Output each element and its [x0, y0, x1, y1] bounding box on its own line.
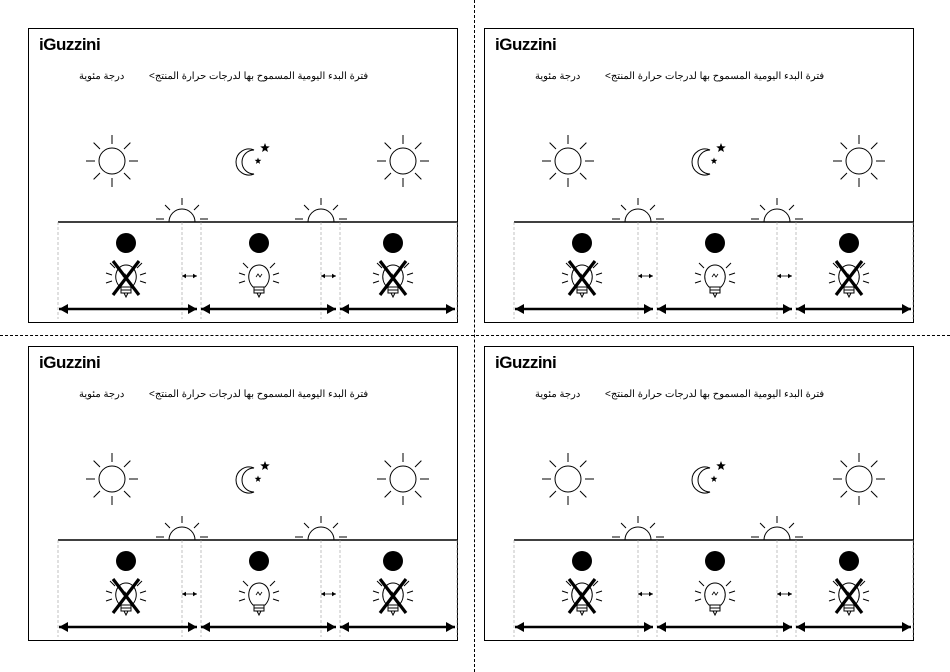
period-arrow: [515, 304, 653, 314]
sunrise-icon: [612, 198, 664, 222]
unit-label: درجة مئوية: [535, 389, 581, 400]
cut-line-horizontal: [0, 335, 950, 336]
caption-text: فترة البدء اليومية المسموح بها لدرجات حرارة المنتج>: [605, 71, 825, 82]
period-arrow: [657, 622, 792, 632]
period-arrow: [59, 622, 197, 632]
brand-logo: iGuzzini: [495, 353, 557, 372]
bulb-on-icon: [239, 263, 279, 297]
period-arrow: [796, 304, 911, 314]
moon-stars-icon: [692, 461, 726, 493]
double-arrow-icon: [321, 592, 336, 596]
sun-icon: [377, 135, 429, 187]
dot-icon: [116, 551, 136, 571]
double-arrow-icon: [182, 592, 197, 596]
caption-text: فترة البدء اليومية المسموح بها لدرجات حرارة المنتج>: [149, 389, 369, 400]
bulb-on-icon: [695, 263, 735, 297]
moon-stars-icon: [236, 461, 270, 493]
caption-text: فترة البدء اليومية المسموح بها لدرجات حرارة المنتج>: [149, 71, 369, 82]
sun-icon: [833, 453, 885, 505]
unit-label: درجة مئوية: [79, 71, 125, 82]
double-arrow-icon: [638, 274, 653, 278]
bulb-off-icon: [829, 579, 869, 615]
sunrise-icon: [156, 516, 208, 540]
brand-logo: iGuzzini: [39, 353, 101, 372]
bulb-off-icon: [562, 261, 602, 297]
dot-icon: [572, 551, 592, 571]
lighting-diagram: [485, 29, 915, 324]
moon-stars-icon: [692, 143, 726, 175]
cut-line-vertical: [474, 0, 475, 672]
sun-icon: [833, 135, 885, 187]
bulb-off-icon: [373, 261, 413, 297]
period-arrow: [796, 622, 911, 632]
bulb-on-icon: [695, 581, 735, 615]
panel-bottom-left: [28, 346, 458, 641]
bulb-off-icon: [106, 579, 146, 615]
sun-icon: [542, 453, 594, 505]
dot-icon: [116, 233, 136, 253]
brand-logo: iGuzzini: [495, 35, 557, 54]
sunset-icon: [295, 516, 347, 540]
dot-icon: [705, 551, 725, 571]
sun-icon: [542, 135, 594, 187]
period-arrow: [657, 304, 792, 314]
period-arrow: [201, 622, 336, 632]
caption-text: فترة البدء اليومية المسموح بها لدرجات حرارة المنتج>: [605, 389, 825, 400]
bulb-on-icon: [239, 581, 279, 615]
sunrise-icon: [612, 516, 664, 540]
dot-icon: [249, 233, 269, 253]
sunset-icon: [751, 516, 803, 540]
sunset-icon: [751, 198, 803, 222]
lighting-diagram: [29, 29, 459, 324]
panel-top-left: [28, 28, 458, 323]
bulb-off-icon: [106, 261, 146, 297]
lighting-diagram: [29, 347, 459, 642]
double-arrow-icon: [777, 592, 792, 596]
sunset-icon: [295, 198, 347, 222]
bulb-off-icon: [829, 261, 869, 297]
dot-icon: [572, 233, 592, 253]
double-arrow-icon: [182, 274, 197, 278]
dot-icon: [839, 551, 859, 571]
double-arrow-icon: [321, 274, 336, 278]
sun-icon: [86, 453, 138, 505]
sun-icon: [377, 453, 429, 505]
period-arrow: [201, 304, 336, 314]
dot-icon: [383, 233, 403, 253]
panel-bottom-right: [484, 346, 914, 641]
sunrise-icon: [156, 198, 208, 222]
dot-icon: [249, 551, 269, 571]
lighting-diagram: [485, 347, 915, 642]
period-arrow: [340, 304, 455, 314]
period-arrow: [340, 622, 455, 632]
period-arrow: [515, 622, 653, 632]
panel-top-right: [484, 28, 914, 323]
dot-icon: [705, 233, 725, 253]
bulb-off-icon: [562, 579, 602, 615]
bulb-off-icon: [373, 579, 413, 615]
dot-icon: [839, 233, 859, 253]
unit-label: درجة مئوية: [79, 389, 125, 400]
double-arrow-icon: [638, 592, 653, 596]
unit-label: درجة مئوية: [535, 71, 581, 82]
moon-stars-icon: [236, 143, 270, 175]
sun-icon: [86, 135, 138, 187]
double-arrow-icon: [777, 274, 792, 278]
brand-logo: iGuzzini: [39, 35, 101, 54]
dot-icon: [383, 551, 403, 571]
period-arrow: [59, 304, 197, 314]
